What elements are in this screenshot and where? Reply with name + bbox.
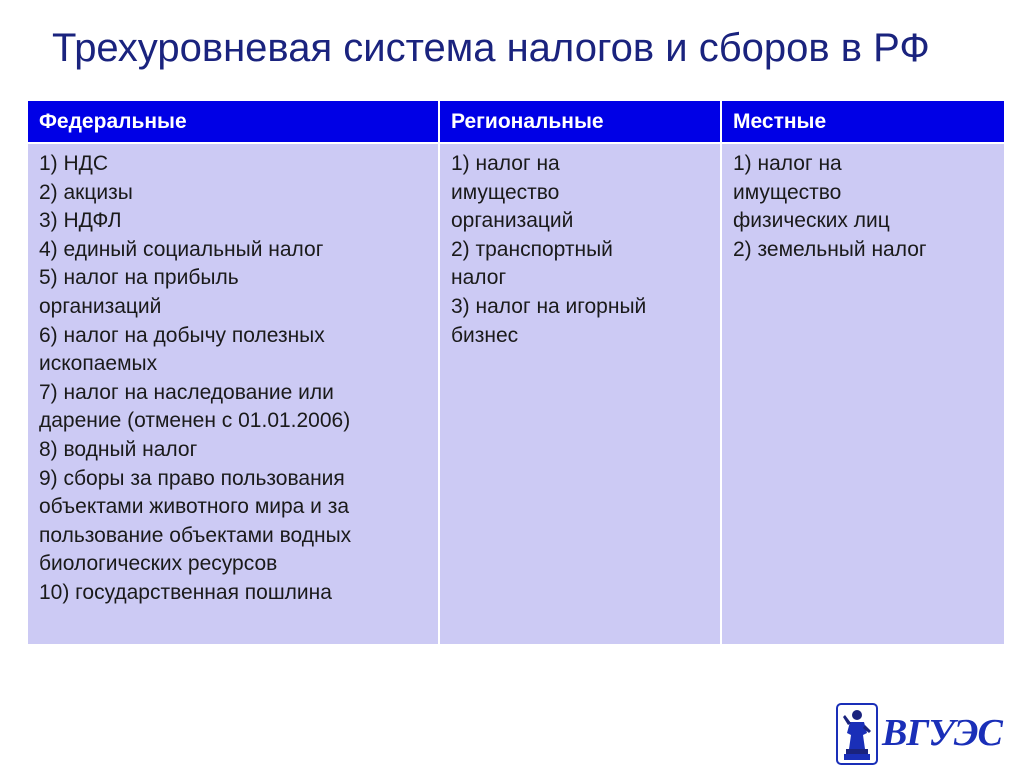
logo-text: ВГУЭС (882, 712, 1002, 754)
federal-tax-line: 1) НДС (39, 152, 109, 175)
regional-tax-line: организаций (451, 209, 574, 233)
federal-tax-line: организаций (39, 294, 162, 318)
federal-tax-line: 7) налог на наследование или (39, 380, 334, 404)
federal-tax-line: 9) сборы за право пользования (39, 466, 345, 490)
regional-tax-line: 1) налог на (451, 152, 560, 175)
regional-tax-line: бизнес (451, 323, 519, 347)
table-header-row (28, 101, 1004, 143)
header-local: Местные (721, 101, 1004, 143)
federal-tax-line: 2) акцизы (39, 180, 133, 204)
university-logo (836, 703, 1004, 765)
federal-taxes-cell (28, 143, 439, 644)
federal-tax-line: 8) водный налог (39, 437, 198, 461)
regional-tax-line: налог (451, 266, 507, 290)
statue-emblem-icon (836, 703, 878, 765)
regional-taxes-cell (439, 143, 721, 644)
regional-tax-line: 3) налог на игорный (451, 294, 647, 318)
regional-tax-line: 2) транспортный (451, 237, 613, 261)
local-taxes-cell (721, 143, 1004, 644)
federal-tax-line: 10) государственная пошлина (39, 580, 332, 604)
header-federal: Федеральные (28, 101, 439, 143)
federal-tax-line: дарение (отменен с 01.01.2006) (39, 409, 351, 433)
header-regional: Региональные (439, 101, 721, 143)
slide-title: Трехуровневая система налогов и сборов в РФ (52, 26, 930, 70)
federal-tax-line: 3) НДФЛ (39, 209, 122, 233)
federal-tax-line: объектами животного мира и за (39, 495, 350, 519)
federal-tax-line: 5) налог на прибыль (39, 266, 239, 290)
federal-tax-line: 4) единый социальный налог (39, 237, 324, 261)
local-tax-line: 2) земельный налог (733, 237, 927, 261)
table-body-row (28, 143, 1004, 644)
federal-tax-line: 6) налог на добычу полезных (39, 323, 325, 347)
federal-tax-line: ископаемых (39, 352, 158, 376)
local-tax-line: 1) налог на (733, 152, 842, 175)
local-tax-line: физических лиц (733, 209, 890, 233)
regional-tax-line: имущество (451, 180, 560, 204)
tax-levels-table (28, 101, 1004, 644)
federal-tax-line: пользование объектами водных (39, 523, 352, 547)
local-tax-line: имущество (733, 180, 842, 204)
federal-tax-line: биологических ресурсов (39, 552, 278, 576)
